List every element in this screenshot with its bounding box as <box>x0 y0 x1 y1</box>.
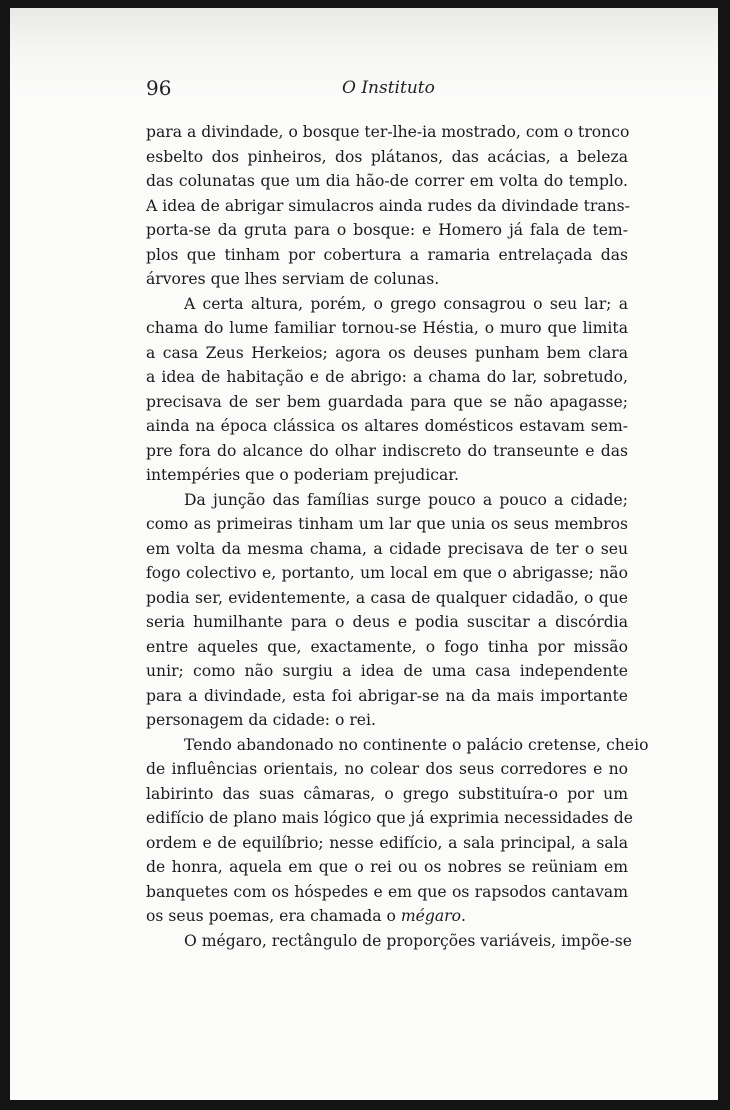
text-line: Da junção das famílias surge pouco a pouco a cidade; <box>184 490 628 509</box>
text-line: das colunatas que um dia hão-de correr em volta do templo. <box>146 172 628 190</box>
text-line: para a divindade, esta foi abrigar-se na da mais importante <box>146 686 628 705</box>
text-line: A idea de abrigar simulacros ainda rudes da divindade trans- <box>146 196 630 215</box>
text-line: O mégaro, rectângulo de proporções variáveis, impõe-se <box>184 931 632 950</box>
text-line: entre aqueles que, exactamente, o fogo tinha por missão <box>146 637 628 656</box>
text-line: banquetes com os hóspedes e em que os rapsodos cantavam <box>146 882 628 901</box>
running-head <box>146 76 626 104</box>
text-line: chama do lume familiar tornou-se Héstia, o muro que limita <box>146 319 628 337</box>
text-line: edifício de plano mais lógico que já exprimia necessidades de <box>146 809 633 827</box>
text-line: intempéries que o poderiam prejudicar. <box>146 466 460 484</box>
paragraph-2 <box>146 292 628 488</box>
text-line: porta-se da gruta para o bosque: e Homero já fala de tem- <box>146 221 628 239</box>
emphasis-word: mégaro <box>400 907 462 925</box>
text-line: Tendo abandonado no continente o palácio cretense, cheio <box>184 735 649 754</box>
running-title: O Instituto <box>342 78 435 98</box>
text-line: árvores que lhes serviam de colunas. <box>146 270 440 288</box>
text-line: a casa Zeus Herkeios; agora os deuses punham bem clara <box>146 343 628 362</box>
text-line: personagem da cidade: o rei. <box>146 711 376 729</box>
text-line: precisava de ser bem guardada para que se não apagasse; <box>146 392 628 411</box>
body-text <box>146 120 649 953</box>
page-number: 96 <box>146 76 172 100</box>
text-line: em volta da mesma chama, a cidade precisava de ter o seu <box>146 539 628 558</box>
text-line: labirinto das suas câmaras, o grego substituíra-o por um <box>146 784 628 803</box>
text-line: como as primeiras tinham um lar que unia os seus membros <box>146 515 628 533</box>
text-line: fogo colectivo e, portanto, um local em que o abrigasse; não <box>146 564 628 582</box>
text-line: esbelto dos pinheiros, dos plátanos, das acácias, a beleza <box>146 147 628 166</box>
text-line: pre fora do alcance do olhar indiscreto do transeunte e das <box>146 441 628 460</box>
text-line: de influências orientais, no colear dos seus corredores e no <box>146 760 628 778</box>
text-line: ainda na época clássica os altares domésticos estavam sem- <box>146 417 628 435</box>
paragraph-4 <box>146 733 649 929</box>
paragraph-3 <box>146 488 628 733</box>
text-line <box>146 904 628 929</box>
text-line: A certa altura, porém, o grego consagrou o seu lar; a <box>184 294 628 313</box>
text-line: podia ser, evidentemente, a casa de qualquer cidadão, o que <box>146 588 628 607</box>
text-line: unir; como não surgiu a idea de uma casa independente <box>146 662 628 680</box>
text-line: para a divindade, o bosque ter-lhe-ia mostrado, com o tronco <box>146 123 630 141</box>
text-line: ordem e de equilíbrio; nesse edifício, a sala principal, a sala <box>146 833 628 852</box>
text-fragment: . <box>461 907 466 925</box>
text-line: a idea de habitação e de abrigo: a chama do lar, sobretudo, <box>146 368 628 386</box>
paragraph-5 <box>146 929 632 954</box>
text-line: plos que tinham por cobertura a ramaria entrelaçada das <box>146 245 628 264</box>
text-line: seria humilhante para o deus e podia suscitar a discórdia <box>146 613 628 631</box>
book-page <box>10 8 718 1100</box>
paragraph-1 <box>146 120 628 292</box>
text-line: de honra, aquela em que o rei ou os nobres se reüniam em <box>146 858 628 876</box>
text-fragment: os seus poemas, era chamada o <box>146 907 396 925</box>
